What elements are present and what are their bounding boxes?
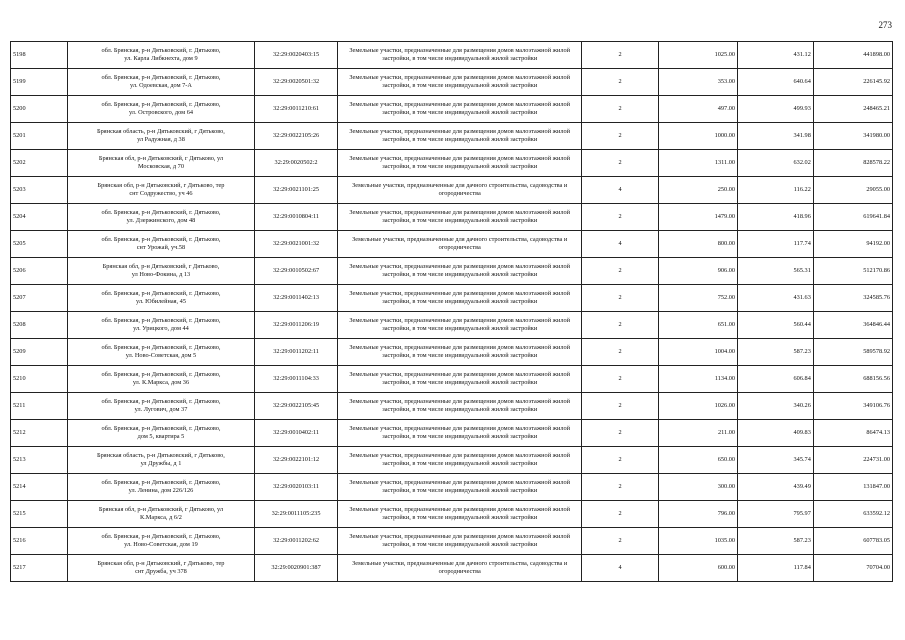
address-line-1: Брянская обл, р-н Дятьковский, г Дятьково, тер xyxy=(97,560,225,568)
category-code-cell: 2 xyxy=(582,123,659,150)
specific-value-cell: 587.23 xyxy=(738,528,814,555)
area-cell: 800.00 xyxy=(659,231,738,258)
specific-value-cell: 439.49 xyxy=(738,474,814,501)
row-number-cell: 5205 xyxy=(11,231,68,258)
category-code-cell: 2 xyxy=(582,69,659,96)
land-use-cell: Земельные участки, предназначенные для размещения домов малоэтажной жилой застройки, в том числе индивидуальной жилой застройки xyxy=(338,42,582,69)
address-cell xyxy=(68,366,255,393)
address-cell xyxy=(68,231,255,258)
land-use-cell: Земельные участки, предназначенные для размещения домов малоэтажной жилой застройки, в том числе индивидуальной жилой застройки xyxy=(338,123,582,150)
land-use-cell: Земельные участки, предназначенные для размещения домов малоэтажной жилой застройки, в том числе индивидуальной жилой застройки xyxy=(338,204,582,231)
cadastral-number-cell: 32:29:0011202:11 xyxy=(254,339,337,366)
cadastral-value-cell: 29055.00 xyxy=(813,177,892,204)
table-row xyxy=(11,339,893,366)
table-row xyxy=(11,177,893,204)
row-number-cell: 5217 xyxy=(11,555,68,582)
table-row xyxy=(11,123,893,150)
cadastral-value-cell: 341980.00 xyxy=(813,123,892,150)
specific-value-cell: 340.26 xyxy=(738,393,814,420)
address-line-2: ул Ново-Фокина, д 13 xyxy=(131,271,191,278)
cadastral-number-cell: 32:29:0020901:387 xyxy=(254,555,337,582)
row-number-cell: 5202 xyxy=(11,150,68,177)
area-cell: 600.00 xyxy=(659,555,738,582)
category-code-cell: 2 xyxy=(582,420,659,447)
address-cell xyxy=(68,204,255,231)
page-number: 273 xyxy=(878,20,892,30)
address-line-2: дом 5, квартира 5 xyxy=(137,433,185,440)
specific-value-cell: 499.93 xyxy=(738,96,814,123)
cadastral-number-cell: 32:29:0020501:32 xyxy=(254,69,337,96)
specific-value-cell: 587.23 xyxy=(738,339,814,366)
cadastral-value-cell: 324585.76 xyxy=(813,285,892,312)
address-line-2: ул. Островского, дом 64 xyxy=(128,109,193,116)
land-use-cell: Земельные участки, предназначенные для дачного строительства, садоводства и огородничества xyxy=(338,231,582,258)
table-row xyxy=(11,528,893,555)
category-code-cell: 2 xyxy=(582,501,659,528)
table-row xyxy=(11,393,893,420)
row-number-cell: 5200 xyxy=(11,96,68,123)
cadastral-value-cell: 589578.92 xyxy=(813,339,892,366)
address-line-1: обл. Брянская, р-н Дятьковский, г. Дятьково, xyxy=(101,290,221,298)
cadastral-value-cell: 441898.00 xyxy=(813,42,892,69)
category-code-cell: 2 xyxy=(582,258,659,285)
cadastral-number-cell: 32:29:0011104:33 xyxy=(254,366,337,393)
area-cell: 300.00 xyxy=(659,474,738,501)
address-cell xyxy=(68,501,255,528)
table-row xyxy=(11,204,893,231)
address-line-1: Брянская обл, р-н Дятьковский, г Дятьково, ул xyxy=(98,506,224,514)
table-row xyxy=(11,258,893,285)
area-cell: 1026.00 xyxy=(659,393,738,420)
area-cell: 752.00 xyxy=(659,285,738,312)
land-use-cell: Земельные участки, предназначенные для размещения домов малоэтажной жилой застройки, в том числе индивидуальной жилой застройки xyxy=(338,312,582,339)
cadastral-value-cell: 828578.22 xyxy=(813,150,892,177)
cadastral-value-cell: 224731.00 xyxy=(813,447,892,474)
address-line-1: обл. Брянская, р-н Дятьковский, г. Дятьково, xyxy=(101,371,221,379)
row-number-cell: 5204 xyxy=(11,204,68,231)
address-line-1: Брянская обл, р-н Дятьковский, г Дятьково, xyxy=(102,263,220,271)
address-cell xyxy=(68,447,255,474)
specific-value-cell: 341.98 xyxy=(738,123,814,150)
specific-value-cell: 345.74 xyxy=(738,447,814,474)
address-cell xyxy=(68,123,255,150)
specific-value-cell: 606.84 xyxy=(738,366,814,393)
table-row xyxy=(11,150,893,177)
cadastral-value-table xyxy=(10,41,893,582)
row-number-cell: 5201 xyxy=(11,123,68,150)
row-number-cell: 5207 xyxy=(11,285,68,312)
specific-value-cell: 116.22 xyxy=(738,177,814,204)
area-cell: 1025.00 xyxy=(659,42,738,69)
address-cell xyxy=(68,474,255,501)
address-line-1: обл. Брянская, р-н Дятьковский, г. Дятьково, xyxy=(101,425,221,433)
address-cell xyxy=(68,555,255,582)
category-code-cell: 2 xyxy=(582,285,659,312)
specific-value-cell: 795.97 xyxy=(738,501,814,528)
table-row xyxy=(11,447,893,474)
address-line-2: снт Содружество, уч 46 xyxy=(129,190,193,197)
category-code-cell: 2 xyxy=(582,474,659,501)
cadastral-value-cell: 619641.84 xyxy=(813,204,892,231)
row-number-cell: 5198 xyxy=(11,42,68,69)
area-cell: 250.00 xyxy=(659,177,738,204)
land-use-cell: Земельные участки, предназначенные для дачного строительства, садоводства и огородничества xyxy=(338,555,582,582)
cadastral-value-cell: 633592.12 xyxy=(813,501,892,528)
address-line-1: обл. Брянская, р-н Дятьковский, г. Дятьково, xyxy=(101,47,221,55)
cadastral-value-cell: 688156.56 xyxy=(813,366,892,393)
address-cell xyxy=(68,528,255,555)
category-code-cell: 2 xyxy=(582,150,659,177)
category-code-cell: 2 xyxy=(582,366,659,393)
area-cell: 211.00 xyxy=(659,420,738,447)
address-line-2: ул. Ново-Советская, дом 19 xyxy=(124,541,198,548)
address-line-2: ул. Урицкого, дом 44 xyxy=(133,325,189,332)
area-cell: 353.00 xyxy=(659,69,738,96)
address-line-2: снт Урожай, уч.58 xyxy=(136,244,186,251)
address-cell xyxy=(68,312,255,339)
table-row xyxy=(11,366,893,393)
row-number-cell: 5206 xyxy=(11,258,68,285)
specific-value-cell: 632.02 xyxy=(738,150,814,177)
address-cell xyxy=(68,96,255,123)
cadastral-number-cell: 32:29:0022101:12 xyxy=(254,447,337,474)
area-cell: 497.00 xyxy=(659,96,738,123)
cadastral-value-cell: 226145.92 xyxy=(813,69,892,96)
address-line-2: ул. Лугович, дом 37 xyxy=(134,406,188,413)
land-use-cell: Земельные участки, предназначенные для дачного строительства, садоводства и огородничества xyxy=(338,177,582,204)
specific-value-cell: 565.31 xyxy=(738,258,814,285)
land-use-cell: Земельные участки, предназначенные для размещения домов малоэтажной жилой застройки, в том числе индивидуальной жилой застройки xyxy=(338,501,582,528)
specific-value-cell: 431.63 xyxy=(738,285,814,312)
table-row xyxy=(11,96,893,123)
row-number-cell: 5214 xyxy=(11,474,68,501)
table-row xyxy=(11,501,893,528)
cadastral-number-cell: 32:29:0011210:61 xyxy=(254,96,337,123)
address-cell xyxy=(68,258,255,285)
address-line-2: ул. Ленина, дом 226/126 xyxy=(128,487,194,494)
cadastral-number-cell: 32:29:0020103:11 xyxy=(254,474,337,501)
address-line-2: ул. Дзержинского, дом 48 xyxy=(126,217,196,224)
specific-value-cell: 117.74 xyxy=(738,231,814,258)
address-line-2: ул Радужная, д 38 xyxy=(137,136,185,143)
address-line-1: обл. Брянская, р-н Дятьковский, г. Дятьково, xyxy=(101,533,221,541)
specific-value-cell: 418.96 xyxy=(738,204,814,231)
cadastral-value-cell: 512170.86 xyxy=(813,258,892,285)
specific-value-cell: 431.12 xyxy=(738,42,814,69)
address-line-1: обл. Брянская, р-н Дятьковский, г. Дятьково, xyxy=(101,101,221,109)
address-line-1: Брянская обл, р-н Дятьковский, г Дятьково, ул xyxy=(98,155,224,163)
area-cell: 906.00 xyxy=(659,258,738,285)
address-line-1: обл. Брянская, р-н Дятьковский, г. Дятьково, xyxy=(101,209,221,217)
cadastral-number-cell: 32:29:0010804:11 xyxy=(254,204,337,231)
cadastral-number-cell: 32:29:0020502:2 xyxy=(254,150,337,177)
specific-value-cell: 409.83 xyxy=(738,420,814,447)
table-body xyxy=(11,42,893,582)
land-use-cell: Земельные участки, предназначенные для размещения домов малоэтажной жилой застройки, в том числе индивидуальной жилой застройки xyxy=(338,96,582,123)
table-row xyxy=(11,420,893,447)
address-line-1: обл. Брянская, р-н Дятьковский, г. Дятьково, xyxy=(101,74,221,82)
address-line-2: ул. Юбилейная, 45 xyxy=(135,298,186,305)
cadastral-number-cell: 32:29:0022105:45 xyxy=(254,393,337,420)
address-line-1: обл. Брянская, р-н Дятьковский, г. Дятьково, xyxy=(101,236,221,244)
address-line-2: ул. Одоевская, дом 7-А xyxy=(129,82,192,89)
address-line-1: обл. Брянская, р-н Дятьковский, г. Дятьково, xyxy=(101,344,221,352)
cadastral-number-cell: 32:29:0011402:13 xyxy=(254,285,337,312)
land-use-cell: Земельные участки, предназначенные для размещения домов малоэтажной жилой застройки, в том числе индивидуальной жилой застройки xyxy=(338,285,582,312)
address-line-2: Московская, д 70 xyxy=(137,163,184,170)
row-number-cell: 5199 xyxy=(11,69,68,96)
row-number-cell: 5209 xyxy=(11,339,68,366)
land-use-cell: Земельные участки, предназначенные для размещения домов малоэтажной жилой застройки, в том числе индивидуальной жилой застройки xyxy=(338,420,582,447)
cadastral-value-cell: 248465.21 xyxy=(813,96,892,123)
table-row xyxy=(11,231,893,258)
address-line-1: обл. Брянская, р-н Дятьковский, г. Дятьково, xyxy=(101,479,221,487)
address-line-1: обл. Брянская, р-н Дятьковский, г. Дятьково, xyxy=(101,317,221,325)
cadastral-value-cell: 364846.44 xyxy=(813,312,892,339)
row-number-cell: 5213 xyxy=(11,447,68,474)
area-cell: 1004.00 xyxy=(659,339,738,366)
table-row xyxy=(11,555,893,582)
cadastral-number-cell: 32:29:0011202:62 xyxy=(254,528,337,555)
land-use-cell: Земельные участки, предназначенные для размещения домов малоэтажной жилой застройки, в том числе индивидуальной жилой застройки xyxy=(338,393,582,420)
specific-value-cell: 640.64 xyxy=(738,69,814,96)
land-use-cell: Земельные участки, предназначенные для размещения домов малоэтажной жилой застройки, в том числе индивидуальной жилой застройки xyxy=(338,150,582,177)
address-line-1: Брянская обл, р-н Дятьковский, г Дятьково, тер xyxy=(97,182,225,190)
address-cell xyxy=(68,69,255,96)
area-cell: 650.00 xyxy=(659,447,738,474)
land-use-cell: Земельные участки, предназначенные для размещения домов малоэтажной жилой застройки, в том числе индивидуальной жилой застройки xyxy=(338,447,582,474)
table-row xyxy=(11,69,893,96)
cadastral-number-cell: 32:29:0011206:19 xyxy=(254,312,337,339)
address-cell xyxy=(68,42,255,69)
category-code-cell: 2 xyxy=(582,528,659,555)
land-use-cell: Земельные участки, предназначенные для размещения домов малоэтажной жилой застройки, в том числе индивидуальной жилой застройки xyxy=(338,474,582,501)
cadastral-value-cell: 349106.76 xyxy=(813,393,892,420)
row-number-cell: 5212 xyxy=(11,420,68,447)
category-code-cell: 2 xyxy=(582,312,659,339)
address-line-2: ул. К.Маркса, дом 36 xyxy=(132,379,190,386)
cadastral-value-cell: 607783.05 xyxy=(813,528,892,555)
address-cell xyxy=(68,420,255,447)
land-use-cell: Земельные участки, предназначенные для размещения домов малоэтажной жилой застройки, в том числе индивидуальной жилой застройки xyxy=(338,366,582,393)
cadastral-number-cell: 32:29:0011105:235 xyxy=(254,501,337,528)
category-code-cell: 2 xyxy=(582,393,659,420)
category-code-cell: 4 xyxy=(582,231,659,258)
area-cell: 1134.00 xyxy=(659,366,738,393)
row-number-cell: 5216 xyxy=(11,528,68,555)
address-line-2: ул Дружбы, д 1 xyxy=(140,460,182,467)
area-cell: 1000.00 xyxy=(659,123,738,150)
row-number-cell: 5208 xyxy=(11,312,68,339)
row-number-cell: 5203 xyxy=(11,177,68,204)
row-number-cell: 5211 xyxy=(11,393,68,420)
specific-value-cell: 560.44 xyxy=(738,312,814,339)
cadastral-value-cell: 94192.00 xyxy=(813,231,892,258)
land-use-cell: Земельные участки, предназначенные для размещения домов малоэтажной жилой застройки, в том числе индивидуальной жилой застройки xyxy=(338,339,582,366)
address-cell xyxy=(68,177,255,204)
address-cell xyxy=(68,150,255,177)
specific-value-cell: 117.84 xyxy=(738,555,814,582)
address-line-2: снт Дружба, уч 378 xyxy=(135,568,187,575)
land-use-cell: Земельные участки, предназначенные для размещения домов малоэтажной жилой застройки, в том числе индивидуальной жилой застройки xyxy=(338,258,582,285)
cadastral-number-cell: 32:29:0022105:26 xyxy=(254,123,337,150)
cadastral-number-cell: 32:29:0010402:11 xyxy=(254,420,337,447)
address-cell xyxy=(68,393,255,420)
land-use-cell: Земельные участки, предназначенные для размещения домов малоэтажной жилой застройки, в том числе индивидуальной жилой застройки xyxy=(338,69,582,96)
area-cell: 796.00 xyxy=(659,501,738,528)
address-line-2: ул. Ново-Советская, дом 5 xyxy=(125,352,197,359)
cadastral-value-cell: 86474.13 xyxy=(813,420,892,447)
cadastral-number-cell: 32:29:0010502:67 xyxy=(254,258,337,285)
cadastral-number-cell: 32:29:0021001:32 xyxy=(254,231,337,258)
table-row xyxy=(11,312,893,339)
category-code-cell: 2 xyxy=(582,339,659,366)
area-cell: 1035.00 xyxy=(659,528,738,555)
cadastral-number-cell: 32:29:0020403:15 xyxy=(254,42,337,69)
cadastral-number-cell: 32:29:0021101:25 xyxy=(254,177,337,204)
address-line-1: Брянская область, р-н Дятьковский, г Дятьково, xyxy=(97,128,225,136)
address-line-2: К.Маркса, д 6/2 xyxy=(140,514,182,521)
category-code-cell: 2 xyxy=(582,204,659,231)
category-code-cell: 2 xyxy=(582,42,659,69)
address-cell xyxy=(68,339,255,366)
table-row xyxy=(11,42,893,69)
address-cell xyxy=(68,285,255,312)
category-code-cell: 2 xyxy=(582,96,659,123)
category-code-cell: 2 xyxy=(582,447,659,474)
cadastral-value-cell: 131847.00 xyxy=(813,474,892,501)
address-line-1: обл. Брянская, р-н Дятьковский, г. Дятьково, xyxy=(101,398,221,406)
category-code-cell: 4 xyxy=(582,177,659,204)
row-number-cell: 5210 xyxy=(11,366,68,393)
table-row xyxy=(11,474,893,501)
area-cell: 651.00 xyxy=(659,312,738,339)
row-number-cell: 5215 xyxy=(11,501,68,528)
address-line-2: ул. Карла Либкнехта, дом 9 xyxy=(124,55,198,62)
area-cell: 1311.00 xyxy=(659,150,738,177)
table-row xyxy=(11,285,893,312)
land-use-cell: Земельные участки, предназначенные для размещения домов малоэтажной жилой застройки, в том числе индивидуальной жилой застройки xyxy=(338,528,582,555)
category-code-cell: 4 xyxy=(582,555,659,582)
area-cell: 1479.00 xyxy=(659,204,738,231)
cadastral-value-cell: 70704.00 xyxy=(813,555,892,582)
address-line-1: Брянская область, р-н Дятьковский, г Дятьково, xyxy=(97,452,225,460)
